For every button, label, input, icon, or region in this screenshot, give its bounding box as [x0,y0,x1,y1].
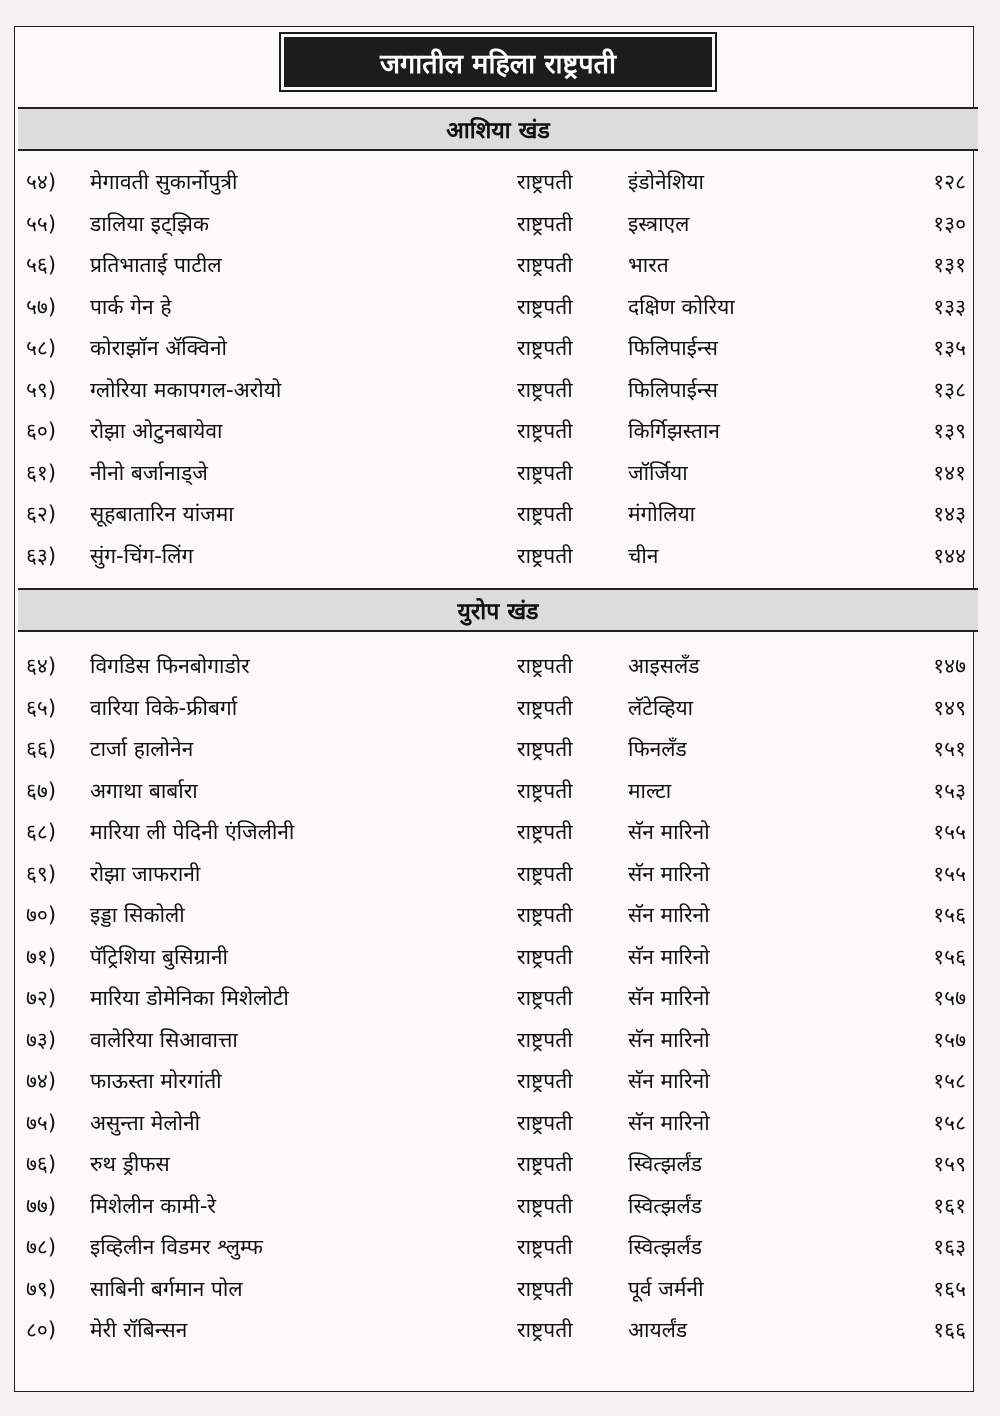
role-label: राष्ट्रपती [517,778,573,803]
country-name: भारत [628,253,669,277]
country-name: आयर्लंड [628,1318,688,1342]
page-number: १६६ [933,1318,966,1342]
page-title-box [284,37,712,87]
role-label: राष्ट्रपती [517,460,573,485]
country-name: फिलिपाईन्स [628,336,718,360]
page-number: १३३ [933,294,966,319]
list-item [0,1101,1000,1143]
entry-number: ६५) [26,695,57,720]
country-name: सॅन मारिनो [628,820,710,844]
asia-list [0,160,1000,575]
list-item [0,243,1000,285]
page-number: १५५ [933,820,966,844]
page-number: १५१ [933,737,966,761]
page-title: जगातील महिला राष्ट्रपती [379,48,616,80]
page-number: १५५ [933,861,966,886]
country-name: सॅन मारिनो [628,1069,710,1093]
entry-number: ७१) [26,944,57,969]
role-label: राष्ट्रपती [517,737,573,761]
person-name: वारिया विके-फ्रीबर्गा [90,695,238,720]
page-number: १४४ [933,543,966,568]
person-name: कोराझॉन ॲक्विनो [90,336,227,360]
entry-number: ७२) [26,986,57,1010]
list-item [0,1308,1000,1350]
list-item [0,852,1000,894]
role-label: राष्ट्रपती [517,944,573,969]
role-label: राष्ट्रपती [517,861,573,886]
entry-number: ५८) [26,336,57,360]
role-label: राष्ट्रपती [517,211,573,236]
page-number: १३८ [933,377,966,402]
person-name: रोझा जाफरानी [90,861,201,886]
person-name: टार्जा हालोनेन [90,737,194,761]
entry-number: ५७) [26,294,57,319]
section-header-europe [18,588,978,632]
person-name: पॅट्रिशिया बुसिग्रानी [90,944,228,969]
list-item [0,451,1000,493]
person-name: सुंग-चिंग-लिंग [90,543,194,568]
page-number: १५८ [933,1110,966,1135]
list-item [0,727,1000,769]
country-name: पूर्व जर्मनी [628,1276,704,1301]
list-item [0,976,1000,1018]
europe-list [0,644,1000,1350]
entry-number: ५५) [26,211,57,236]
list-item [0,160,1000,202]
section-heading: युरोप खंड [457,599,539,625]
list-item [0,644,1000,686]
role-label: राष्ट्रपती [517,1193,573,1218]
country-name: मंगोलिया [628,502,696,526]
page-number: १५६ [933,944,966,969]
page-number: १६१ [933,1193,966,1218]
country-name: फिलिपाईन्स [628,377,718,402]
entry-number: ६७) [26,778,57,803]
list-item [0,326,1000,368]
list-item [0,935,1000,977]
entry-number: ६३) [26,543,57,568]
page-number: १५३ [933,778,966,803]
list-item [0,1267,1000,1309]
person-name: फाऊस्ता मोरगांती [90,1069,222,1093]
role-label: राष्ट्रपती [517,903,573,927]
entry-number: ७७) [26,1193,57,1218]
page-number: १३१ [933,253,966,277]
country-name: फिनलँड [628,737,687,761]
person-name: रुथ ड्रीफस [90,1152,170,1176]
country-name: आइसलँड [628,654,700,678]
list-item [0,492,1000,534]
entry-number: ६८) [26,820,57,844]
country-name: सॅन मारिनो [628,944,710,969]
country-name: लॅटेव्हिया [628,695,694,720]
country-name: इस्त्राएल [628,211,690,236]
country-name: सॅन मारिनो [628,1027,710,1052]
page-number: १५७ [933,986,966,1010]
page-number: १४७ [933,654,966,678]
person-name: मारिया ली पेदिनी एंजिलीनी [90,820,295,844]
page-number: १६५ [933,1276,966,1301]
country-name: चीन [628,543,659,568]
country-name: स्वित्झर्लंड [628,1193,702,1218]
person-name: अगाथा बार्बारा [90,778,198,803]
entry-number: ७८) [26,1235,57,1259]
role-label: राष्ट्रपती [517,294,573,319]
page-number: १५९ [933,1152,966,1176]
page-number: १२८ [933,170,966,194]
person-name: इड्डा सिकोली [90,903,185,927]
person-name: मारिया डोमेनिका मिशेलोटी [90,986,289,1010]
entry-number: ५६) [26,253,57,277]
person-name: विगडिस फिनबोगाडोर [90,654,250,678]
entry-number: ७३) [26,1027,57,1052]
person-name: डालिया इट्झिक [90,211,209,236]
role-label: राष्ट्रपती [517,695,573,720]
entry-number: ७९) [26,1276,57,1301]
page-number: १६३ [933,1235,966,1259]
entry-number: ७४) [26,1069,57,1093]
country-name: किर्गिझस्तान [628,419,720,443]
role-label: राष्ट्रपती [517,1276,573,1301]
list-item [0,534,1000,576]
country-name: सॅन मारिनो [628,903,710,927]
entry-number: ७६) [26,1152,57,1176]
country-name: जॉर्जिया [628,460,688,485]
section-header-asia [18,107,978,151]
list-item [0,202,1000,244]
page-number: १३५ [933,336,966,360]
person-name: प्रतिभाताई पाटील [90,253,222,277]
role-label: राष्ट्रपती [517,1027,573,1052]
country-name: सॅन मारिनो [628,986,710,1010]
entry-number: ६२) [26,502,57,526]
entry-number: ८०) [26,1318,57,1342]
entry-number: ६४) [26,654,57,678]
list-item [0,1184,1000,1226]
person-name: असुन्ता मेलोनी [90,1110,201,1135]
person-name: इव्हिलीन विडमर श्लुम्फ [90,1235,263,1259]
person-name: नीनो बर्जानाड्जे [90,460,208,485]
list-item [0,285,1000,327]
role-label: राष्ट्रपती [517,1235,573,1259]
entry-number: ६०) [26,419,57,443]
entry-number: ६१) [26,460,57,485]
person-name: मेरी रॉबिन्सन [90,1318,188,1342]
role-label: राष्ट्रपती [517,377,573,402]
list-item [0,1059,1000,1101]
country-name: माल्टा [628,778,672,803]
entry-number: ५४) [26,170,57,194]
person-name: रोझा ओटुनबायेवा [90,419,223,443]
country-name: स्वित्झर्लंड [628,1235,702,1259]
entry-number: ७५) [26,1110,57,1135]
country-name: सॅन मारिनो [628,861,710,886]
role-label: राष्ट्रपती [517,1069,573,1093]
list-item [0,368,1000,410]
role-label: राष्ट्रपती [517,654,573,678]
list-item [0,1142,1000,1184]
page-number: १३० [933,211,966,236]
list-item [0,1018,1000,1060]
role-label: राष्ट्रपती [517,170,573,194]
list-item [0,1225,1000,1267]
page-number: १४३ [933,502,966,526]
role-label: राष्ट्रपती [517,253,573,277]
entry-number: ७०) [26,903,57,927]
role-label: राष्ट्रपती [517,419,573,443]
country-name: सॅन मारिनो [628,1110,710,1135]
person-name: सूहबातारिन यांजमा [90,502,234,526]
person-name: मिशेलीन कामी-रे [90,1193,217,1218]
entry-number: ६६) [26,737,57,761]
list-item [0,810,1000,852]
role-label: राष्ट्रपती [517,1152,573,1176]
role-label: राष्ट्रपती [517,502,573,526]
entry-number: ६९) [26,861,57,886]
country-name: दक्षिण कोरिया [628,294,735,319]
entry-number: ५९) [26,377,57,402]
country-name: इंडोनेशिया [628,170,704,194]
page-number: १४१ [933,460,966,485]
list-item [0,769,1000,811]
page-number: १४९ [933,695,966,720]
page-number: १५७ [933,1027,966,1052]
person-name: पार्क गेन हे [90,294,172,319]
person-name: वालेरिया सिआवात्ता [90,1027,238,1052]
page-number: १५८ [933,1069,966,1093]
page-number: १५६ [933,903,966,927]
person-name: मेगावती सुकार्नोपुत्री [90,170,238,194]
role-label: राष्ट्रपती [517,336,573,360]
role-label: राष्ट्रपती [517,1110,573,1135]
page-number: १३९ [933,419,966,443]
list-item [0,893,1000,935]
role-label: राष्ट्रपती [517,820,573,844]
list-item [0,409,1000,451]
section-heading: आशिया खंड [446,118,550,144]
role-label: राष्ट्रपती [517,1318,573,1342]
country-name: स्वित्झर्लंड [628,1152,702,1176]
role-label: राष्ट्रपती [517,543,573,568]
list-item [0,686,1000,728]
role-label: राष्ट्रपती [517,986,573,1010]
person-name: ग्लोरिया मकापगल-अरोयो [90,377,282,402]
person-name: साबिनी बर्गमान पोल [90,1276,243,1301]
